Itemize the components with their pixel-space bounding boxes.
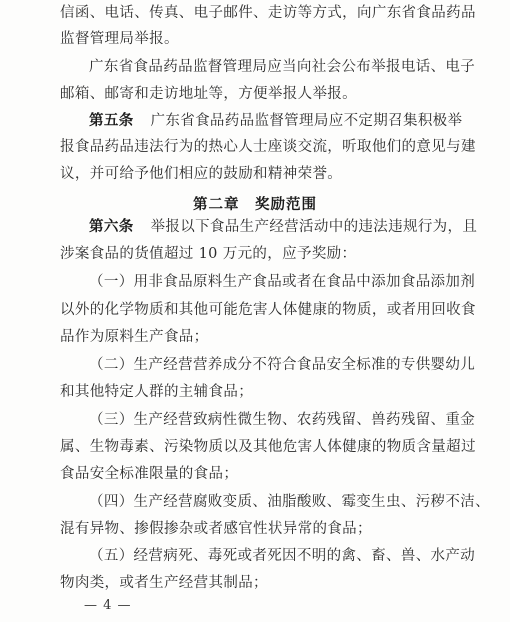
page-number: — 4 — bbox=[84, 598, 132, 613]
text-line: 以外的化学物质和其他可能危害人体健康的物质，或者用回收食 bbox=[60, 302, 476, 318]
text-line: 信函、电话、传真、电子邮件、走访等方式，向广东省食品药品 bbox=[60, 5, 476, 21]
text-line: 广东省食品药品监督管理局应不定期召集积极举 bbox=[150, 113, 463, 129]
article-number: 第六条 bbox=[89, 218, 134, 235]
text-line: （二）生产经营营养成分不符合食品安全标准的专供婴幼儿 bbox=[89, 357, 476, 373]
text-line: 议，并可给予他们相应的鼓励和精神荣誉。 bbox=[60, 166, 343, 182]
article-number: 第五条 bbox=[89, 112, 134, 129]
text-line: 报食品药品违法行为的热心人士座谈交流，听取他们的意见与建 bbox=[60, 139, 476, 155]
article-5-heading bbox=[89, 114, 462, 129]
text-line: 举报以下食品生产经营活动中的违法违规行为，且 bbox=[150, 219, 478, 235]
text-line: 食品安全标准限量的食品； bbox=[60, 466, 239, 482]
chapter-title: 第二章 奖励范围 bbox=[193, 196, 317, 213]
text-line: 涉案食品的货值超过 10 万元的，应予奖励： bbox=[60, 246, 357, 262]
article-6-heading bbox=[89, 220, 477, 235]
text-line: （一）用非食品原料生产食品或者在食品中添加食品添加剂 bbox=[89, 274, 476, 290]
text-line: （四）生产经营腐败变质、油脂酸败、霉变生虫、污秽不洁、 bbox=[89, 494, 490, 510]
text-line: 广东省食品药品监督管理局应当向社会公布举报电话、电子 bbox=[89, 59, 476, 75]
text-line: 邮箱、邮寄和走访地址等，方便举报人举报。 bbox=[60, 86, 357, 102]
text-line: （三）生产经营致病性微生物、农药残留、兽药残留、重金 bbox=[89, 412, 476, 428]
text-line: 物肉类，或者生产经营其制品； bbox=[60, 575, 268, 591]
text-line: 品作为原料生产食品； bbox=[60, 329, 209, 345]
text-line: 混有异物、掺假掺杂或者感官性状异常的食品； bbox=[60, 521, 372, 537]
text-line: （五）经营病死、毒死或者死因不明的禽、畜、兽、水产动 bbox=[89, 548, 476, 564]
text-line: 和其他特定人群的主辅食品； bbox=[60, 384, 254, 400]
text-line: 属、生物毒素、污染物质以及其他危害人体健康的物质含量超过 bbox=[60, 439, 476, 455]
text-line: 监督管理局举报。 bbox=[60, 31, 179, 47]
